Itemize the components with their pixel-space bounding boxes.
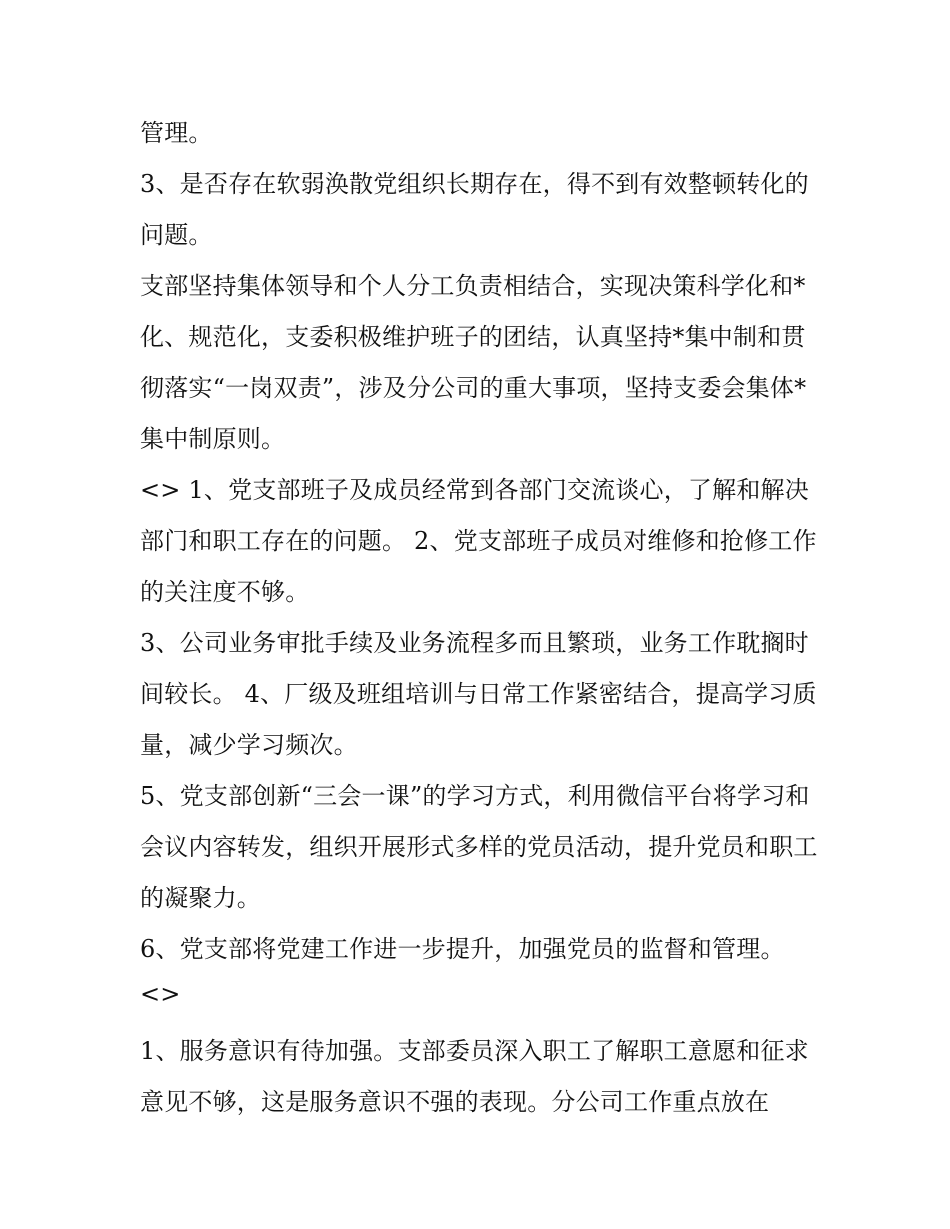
paragraph-8-marker: <> (140, 980, 181, 1008)
paragraph-1: 管理。 (140, 119, 213, 147)
document-body (140, 108, 820, 1128)
paragraph-4: <> 1、党支部班子及成员经常到各部门交流谈心，了解和解决部门和职工存在的问题。 2、党支部班子成员对维修和抢修工作的关注度不够。 (140, 476, 817, 606)
paragraph-7: 6、党支部将党建工作进一步提升，加强党员的监督和管理。 (140, 935, 785, 963)
paragraph-5: 3、公司业务审批手续及业务流程多而且繁琐，业务工作耽搁时间较长。 4、厂级及班组培训与日常工作紧密结合，提高学习质量，减少学习频次。 (140, 629, 817, 759)
paragraph-9: 1、服务意识有待加强。支部委员深入职工了解职工意愿和征求意见不够，这是服务意识不强的表现。分公司工作重点放在 (140, 1037, 809, 1116)
paragraph-3: 支部坚持集体领导和个人分工负责相结合，实现决策科学化和*化、规范化，支委积极维护班子的团结，认真坚持*集中制和贯彻落实“一岗双责”，涉及分公司的重大事项，坚持支委会集体*集中制原则。 (140, 272, 807, 453)
paragraph-6: 5、党支部创新“三会一课”的学习方式，利用微信平台将学习和会议内容转发，组织开展形式多样的党员活动，提升党员和职工的凝聚力。 (140, 782, 818, 912)
paragraph-2: 3、是否存在软弱涣散党组织长期存在，得不到有效整顿转化的问题。 (140, 170, 809, 249)
